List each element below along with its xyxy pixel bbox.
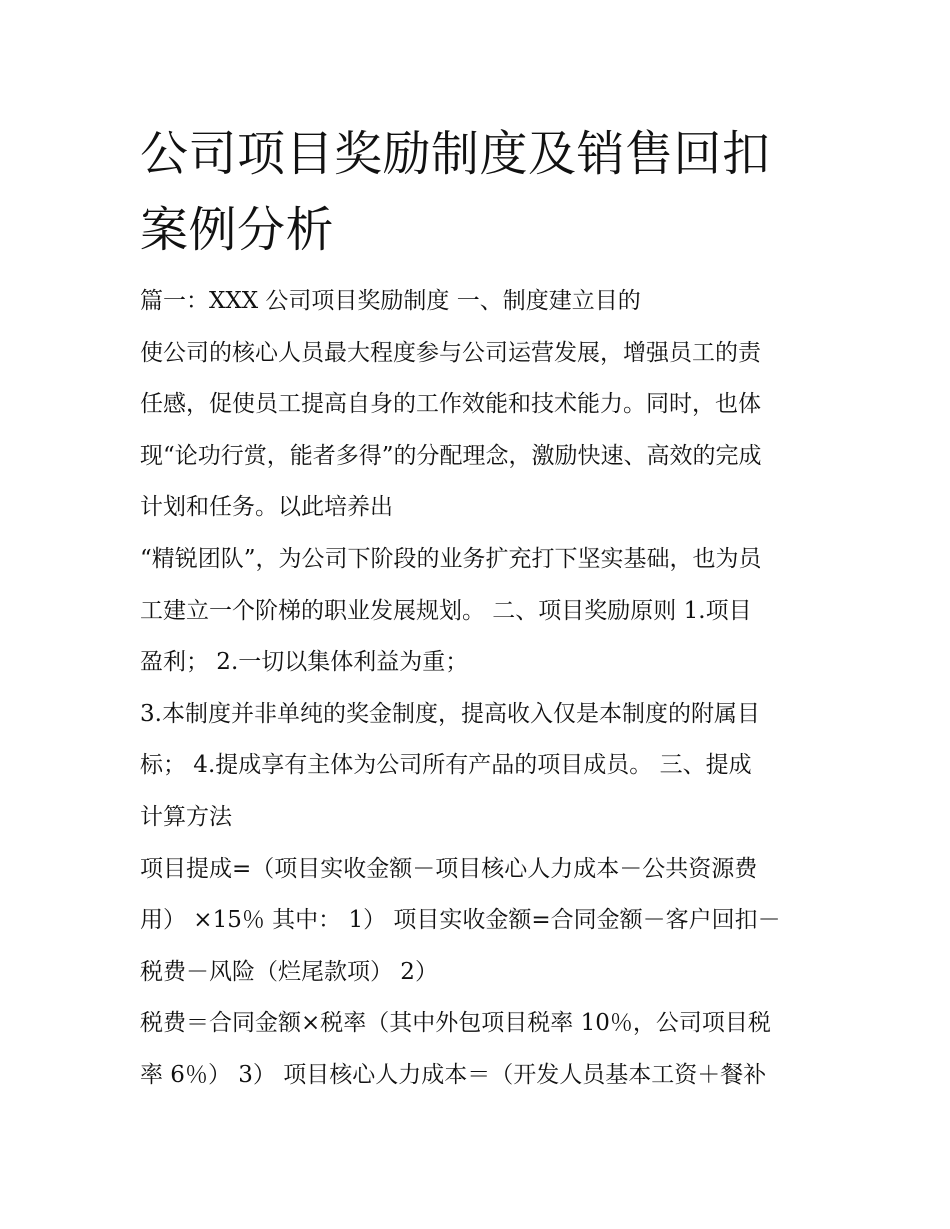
body-line: 标； 4.提成享有主体为公司所有产品的项目成员。 三、提成 <box>140 752 752 779</box>
body-line: 盈利； 2.一切以集体利益为重； <box>140 649 469 676</box>
body-line: 用） ×15％ 其中： 1） 项目实收金额=合同金额－客户回扣－ <box>140 907 781 934</box>
body-line: 篇一：XXX 公司项目奖励制度 一、制度建立目的 <box>140 288 641 314</box>
body-line: 项目提成=（项目实收金额－项目核心人力成本－公共资源费 <box>140 855 758 882</box>
title-line: 案例分析 <box>140 202 335 258</box>
document-body <box>140 284 830 1110</box>
body-line: 工建立一个阶梯的职业发展规划。 二、项目奖励原则 1.项目 <box>140 597 752 624</box>
body-line: 使公司的核心人员最大程度参与公司运营发展，增强员工的责 <box>140 339 761 366</box>
document-title <box>140 116 840 268</box>
body-line: 现“论功行赏，能者多得”的分配理念，激励快速、高效的完成 <box>140 442 762 469</box>
body-line: “精锐团队”，为公司下阶段的业务扩充打下坚实基础，也为员 <box>140 545 762 572</box>
body-line: 3.本制度并非单纯的奖金制度，提高收入仅是本制度的附属目 <box>140 700 760 727</box>
title-line: 公司项目奖励制度及销售回扣 <box>140 126 771 182</box>
body-line: 任感，促使员工提高自身的工作效能和技术能力。同时，也体 <box>140 391 761 418</box>
body-line: 率 6％） 3） 项目核心人力成本＝（开发人员基本工资＋餐补 <box>140 1061 767 1088</box>
body-line: 税费－风险（烂尾款项） 2） <box>140 958 438 985</box>
body-line: 计划和任务。以此培养出 <box>140 494 393 521</box>
body-line: 税费＝合同金额×税率（其中外包项目税率 10％，公司项目税 <box>140 1010 771 1037</box>
body-line: 计算方法 <box>140 803 232 830</box>
